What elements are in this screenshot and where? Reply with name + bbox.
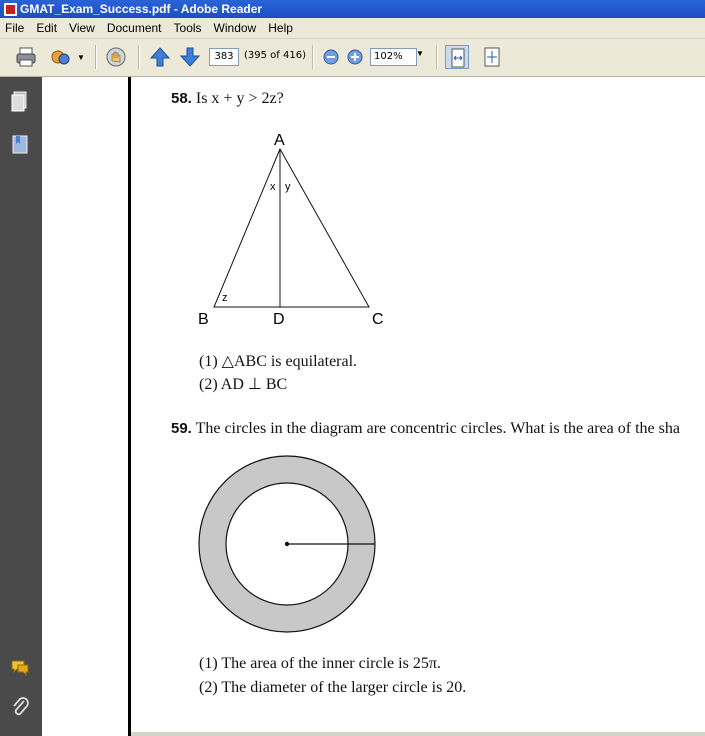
- vertex-label-b: B: [198, 311, 209, 328]
- question-59: [171, 420, 680, 438]
- toolbar-divider: [312, 45, 313, 69]
- page-number-input[interactable]: 383: [209, 48, 239, 66]
- menu-window[interactable]: Window: [213, 21, 257, 35]
- concentric-circles-diagram: [197, 455, 379, 635]
- menu-bar: [0, 18, 705, 39]
- pages-icon[interactable]: [10, 89, 30, 113]
- zoom-out-icon[interactable]: [319, 45, 343, 69]
- previous-page-icon[interactable]: [148, 45, 172, 69]
- toolbar-divider: [138, 45, 139, 69]
- menu-file[interactable]: File: [5, 21, 25, 35]
- comments-icon[interactable]: [10, 655, 30, 679]
- hand-tool-icon[interactable]: [104, 45, 128, 69]
- horizontal-scrollbar[interactable]: [131, 732, 705, 736]
- zoom-dropdown-icon[interactable]: ▼: [416, 49, 424, 58]
- question-58: [171, 90, 284, 108]
- attachments-icon[interactable]: [10, 695, 30, 719]
- vertex-label-d: D: [273, 311, 285, 328]
- zoom-in-icon[interactable]: [343, 45, 367, 69]
- toolbar-divider: [95, 45, 96, 69]
- vertex-label-a: A: [274, 132, 285, 149]
- page-count-label: (395 of 416): [244, 50, 306, 61]
- vertex-label-c: C: [372, 311, 384, 328]
- fit-page-icon[interactable]: [480, 45, 504, 69]
- navigation-pane: [0, 77, 42, 736]
- question-number: 59.: [171, 420, 192, 437]
- print-icon[interactable]: [14, 45, 38, 69]
- document-page[interactable]: [131, 77, 705, 736]
- angle-label-y: y: [285, 181, 291, 193]
- fit-width-icon[interactable]: [445, 45, 469, 69]
- question-number: 58.: [171, 90, 192, 107]
- menu-document[interactable]: Document: [106, 21, 162, 35]
- share-icon[interactable]: [49, 45, 73, 69]
- next-page-icon[interactable]: [178, 45, 202, 69]
- triangle-diagram: [191, 127, 391, 332]
- title-bar: [0, 0, 705, 18]
- question-text: The circles in the diagram are concentric circles. What is the area of the sha: [195, 420, 680, 437]
- menu-help[interactable]: Help: [268, 21, 293, 35]
- menu-view[interactable]: View: [69, 21, 95, 35]
- zoom-level-input[interactable]: 102%: [370, 48, 417, 66]
- chevron-down-icon[interactable]: ▼: [77, 53, 85, 62]
- statement-1: (1) △ABC is equilateral.: [199, 353, 358, 370]
- toolbar: [0, 39, 705, 77]
- question-text: Is x + y > 2z?: [195, 90, 284, 107]
- statement-1: (1) The area of the inner circle is 25π.: [199, 655, 441, 672]
- menu-edit[interactable]: Edit: [36, 21, 58, 35]
- menu-tools[interactable]: Tools: [173, 21, 202, 35]
- window-title: GMAT_Exam_Success.pdf - Adobe Reader: [20, 2, 263, 16]
- statement-2: (2) The diameter of the larger circle is 20.: [199, 679, 467, 696]
- statement-2: (2) AD ⊥ BC: [199, 376, 288, 393]
- bookmarks-icon[interactable]: [10, 132, 30, 156]
- page-margin: [42, 77, 129, 736]
- toolbar-divider: [436, 45, 437, 69]
- angle-label-z: z: [222, 292, 228, 304]
- angle-label-x: x: [270, 181, 276, 193]
- adobe-reader-icon: [4, 3, 17, 16]
